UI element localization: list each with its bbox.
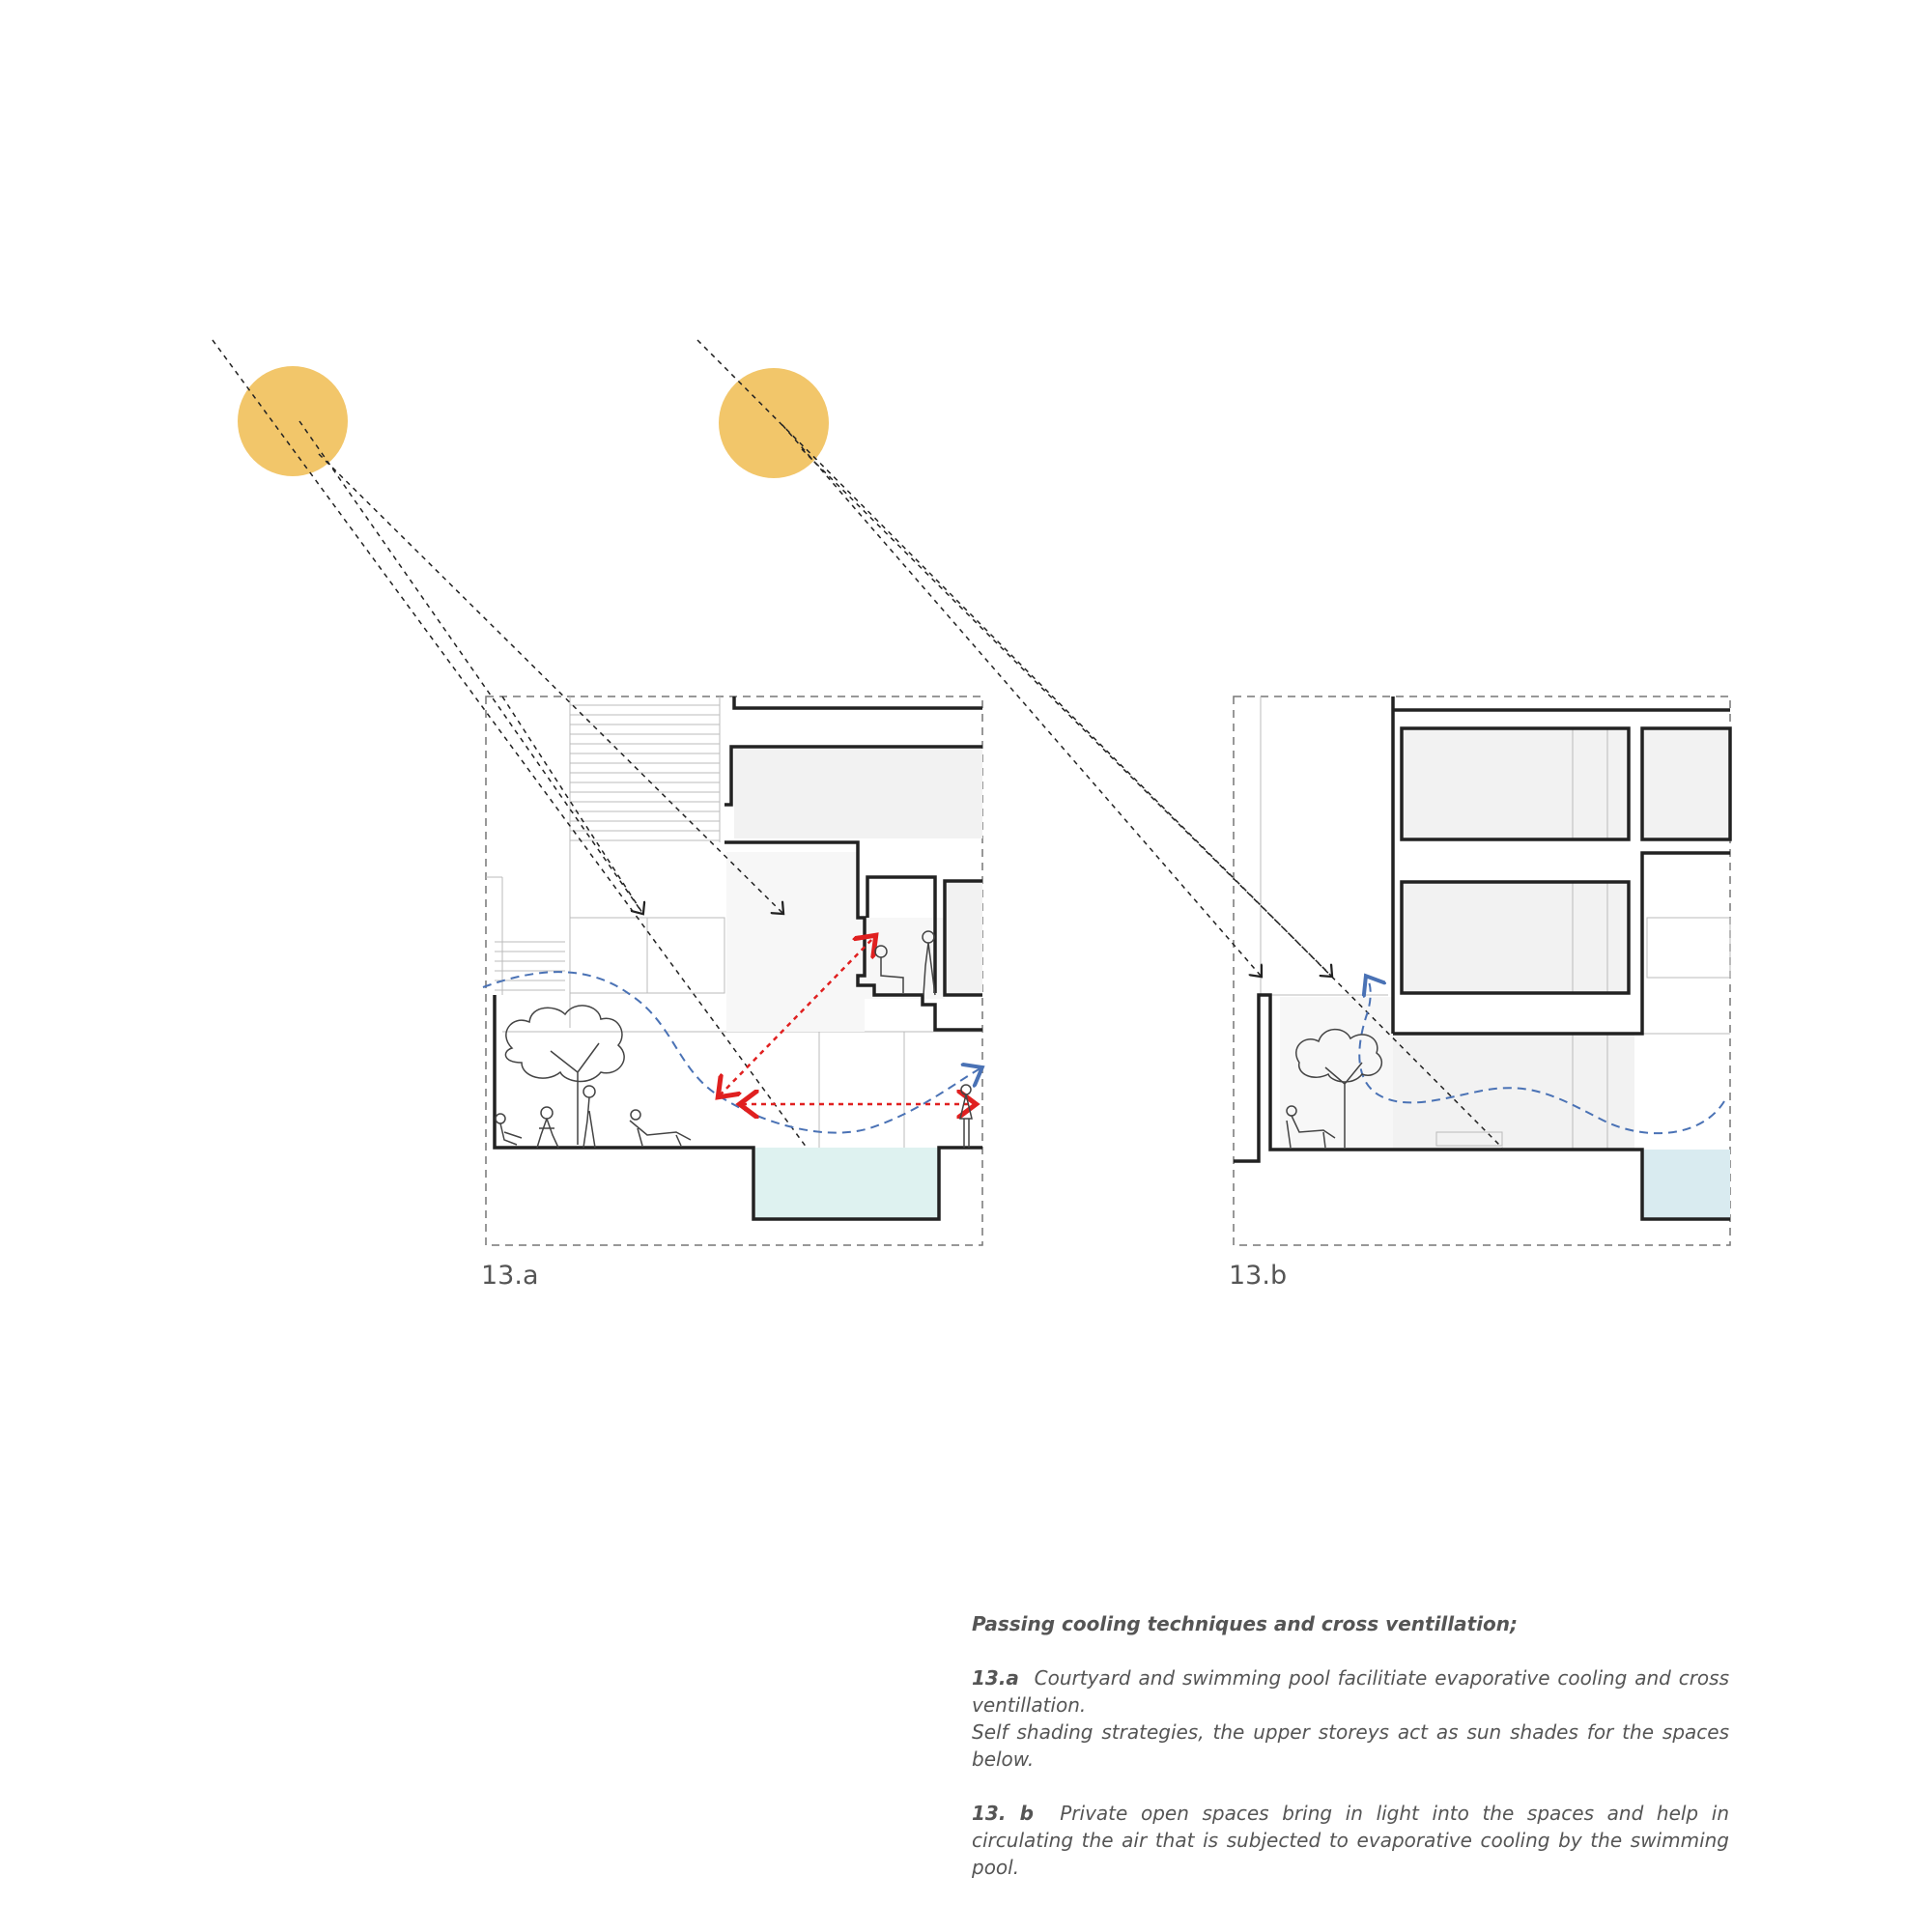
note-13a-text2: Self shading strategies, the upper storeys act as sun shades for the spaces below. [972,1720,1729,1771]
sun-icon-b [719,368,829,478]
note-13b [972,1800,1729,1881]
note-13a-line1 [972,1664,1729,1719]
pool-a [755,1148,939,1219]
ground-room-b [1393,1034,1634,1150]
figure-label-13a: 13.a [481,1261,539,1291]
upper-room-b1 [1402,728,1629,839]
notes-block [972,1610,1729,1881]
mid-room-a [726,852,945,1032]
tree-icon-a [505,1006,624,1145]
upper-room-b2 [1642,728,1730,839]
pool-b [1642,1150,1730,1219]
figure-label-13b: 13.b [1229,1261,1288,1291]
note-13a-tag: 13.a [972,1666,1019,1690]
louvre-screen-a [570,696,720,842]
sun-icon-a [238,366,348,476]
upper-room-a [734,749,982,838]
note-13b-text: Private open spaces bring in light into the spaces and help in circulating the air that is subjected to evaporative cooling by the swimming pool. [972,1802,1729,1879]
mid-room-b [1402,882,1629,993]
note-13a-text1: Courtyard and swimming pool facilitiate evaporative cooling and cross ventillation. [972,1666,1730,1717]
note-13b-tag: 13. b [972,1802,1034,1825]
notes-heading: Passing cooling techniques and cross ventillation; [972,1612,1519,1635]
louvre-screen-left-a [495,942,565,990]
right-room-a [945,881,982,995]
section-13a [213,340,982,1245]
